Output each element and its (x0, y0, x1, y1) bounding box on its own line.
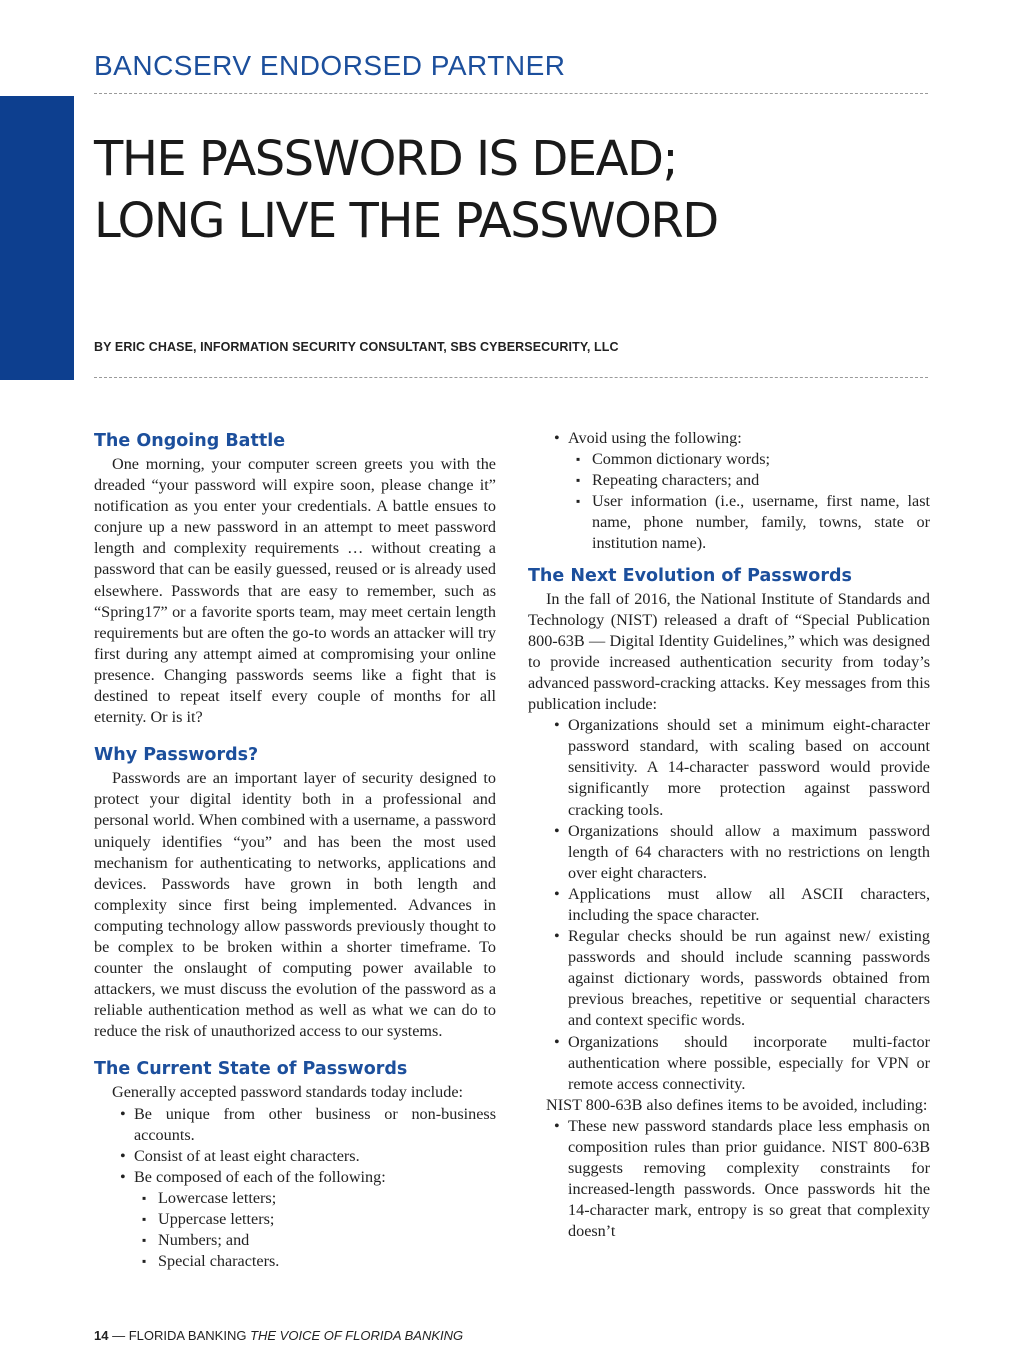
heading-ongoing-battle: The Ongoing Battle (94, 431, 286, 451)
list-item: ▪ Special characters. (94, 1251, 496, 1272)
footer-publication: — FLORIDA BANKING (108, 1328, 251, 1343)
list-item: • Be unique from other business or non-business accounts. (94, 1104, 496, 1146)
paragraph-current-intro: Generally accepted password standards today include: (112, 1083, 464, 1102)
list-item: ▪ Lowercase letters; (94, 1188, 496, 1209)
list-item: ▪ User information (i.e., username, first name, last name, phone number, family, towns, state or institution name). (528, 491, 930, 554)
kicker-label: BANCSERV ENDORSED PARTNER (94, 50, 566, 81)
byline: BY ERIC CHASE, INFORMATION SECURITY CONSULTANT, SBS CYBERSECURITY, LLC (94, 340, 619, 354)
nist-avoided-list (528, 1116, 930, 1243)
page-footer (94, 1328, 463, 1343)
list-item: • Avoid using the following: (528, 428, 930, 449)
page-number: 14 (94, 1328, 109, 1343)
paragraph-why-passwords: Passwords are an important layer of security designed to protect your digital identity both in a professional and personal world. When combined with a username, a password uniquely identifies “you” and has been the most used mechanism for authenticating to networks, applications and devices. Passwords have grown in both length and complexity since first being implemented. Advances in computing technology allow passwords previously thought to be complex to be broken within a shorter timeframe. To counter the onslaught of computing power available to attackers, we must discuss the evolution of the password as a reliable authentication method as well as what we can do to reduce the risk of unauthorized access to our systems. (94, 769, 496, 1041)
list-item: • Consist of at least eight characters. (94, 1146, 496, 1167)
footer-tagline: THE VOICE OF FLORIDA BANKING (250, 1328, 464, 1343)
article-title (94, 128, 718, 252)
list-item: • Regular checks should be run against new/ existing passwords and should include scanning passwords against dictionary words, passwords obtained from previous breaches, repetitive or sequential characters and context specific words. (528, 926, 930, 1031)
byline-dashed-rule (94, 377, 928, 378)
list-item: • Organizations should allow a maximum password length of 64 characters with no restrictions on length over eight characters. (528, 821, 930, 884)
list-item: ▪ Repeating characters; and (528, 470, 930, 491)
avoid-list (528, 428, 930, 449)
heading-why-passwords: Why Passwords? (94, 745, 259, 766)
list-item: • Organizations should incorporate multi-factor authentication where possible, especially for VPN or remote access connectivity. (528, 1032, 930, 1095)
article-title-line-2: LONG LIVE THE PASSWORD (94, 193, 718, 249)
top-dashed-rule (94, 93, 928, 94)
composition-sublist (94, 1188, 496, 1272)
nist-key-messages-list (528, 715, 930, 1095)
paragraph-ongoing-battle: One morning, your computer screen greets you with the dreaded “your password will expire soon, please change it” notification as you enter your credentials. A battle ensues to conjure up a new password in an attempt to meet password length and complexity requirements … without creating a password that can be easily guessed, reused or is already used elsewhere. Passwords that are easy to remember, such as “Spring17” or a favorite sports team, may meet certain length requirements but are often the go-to words an attacker will try first during any attempt aimed at compromising your online presence. Changing passwords seems like a fight that is destined to repeat itself every couple of months for all eternity. Or is it? (94, 455, 496, 727)
right-column (528, 428, 930, 1242)
list-item: • Be composed of each of the following: (94, 1167, 496, 1188)
standards-list (94, 1104, 496, 1188)
paragraph-next-evolution: In the fall of 2016, the National Institute of Standards and Technology (NIST) released a draft of “Special Publication 800-63B — Digital Identity Guidelines,” which was designed to provide increased authentication security from today’s advanced password-cracking attacks. Key messages from this publication include: (528, 589, 930, 714)
list-item: ▪ Numbers; and (94, 1230, 496, 1251)
paragraph-nist-avoided: NIST 800-63B also defines items to be avoided, including: (546, 1095, 928, 1114)
side-accent-bar (0, 96, 74, 380)
list-item: ▪ Uppercase letters; (94, 1209, 496, 1230)
heading-current-state: The Current State of Passwords (94, 1059, 408, 1080)
list-item: • These new password standards place less emphasis on composition rules than prior guidance. NIST 800-63B suggests removing complexity constraints for increased-length passwords. Once passwords hit the 14-character mark, entropy is so great that complexity doesn’t (528, 1116, 930, 1243)
list-item: • Applications must allow all ASCII characters, including the space character. (528, 884, 930, 926)
avoid-sublist (528, 449, 930, 554)
list-item: • Organizations should set a minimum eight-character password standard, with scaling based on account sensitivity. A 14-character password would provide significantly more protection against password cracking tools. (528, 715, 930, 820)
list-item: ▪ Common dictionary words; (528, 449, 930, 470)
heading-next-evolution: The Next Evolution of Passwords (528, 565, 852, 586)
article-title-line-1: THE PASSWORD IS DEAD; (94, 131, 678, 187)
left-column (94, 428, 496, 1272)
